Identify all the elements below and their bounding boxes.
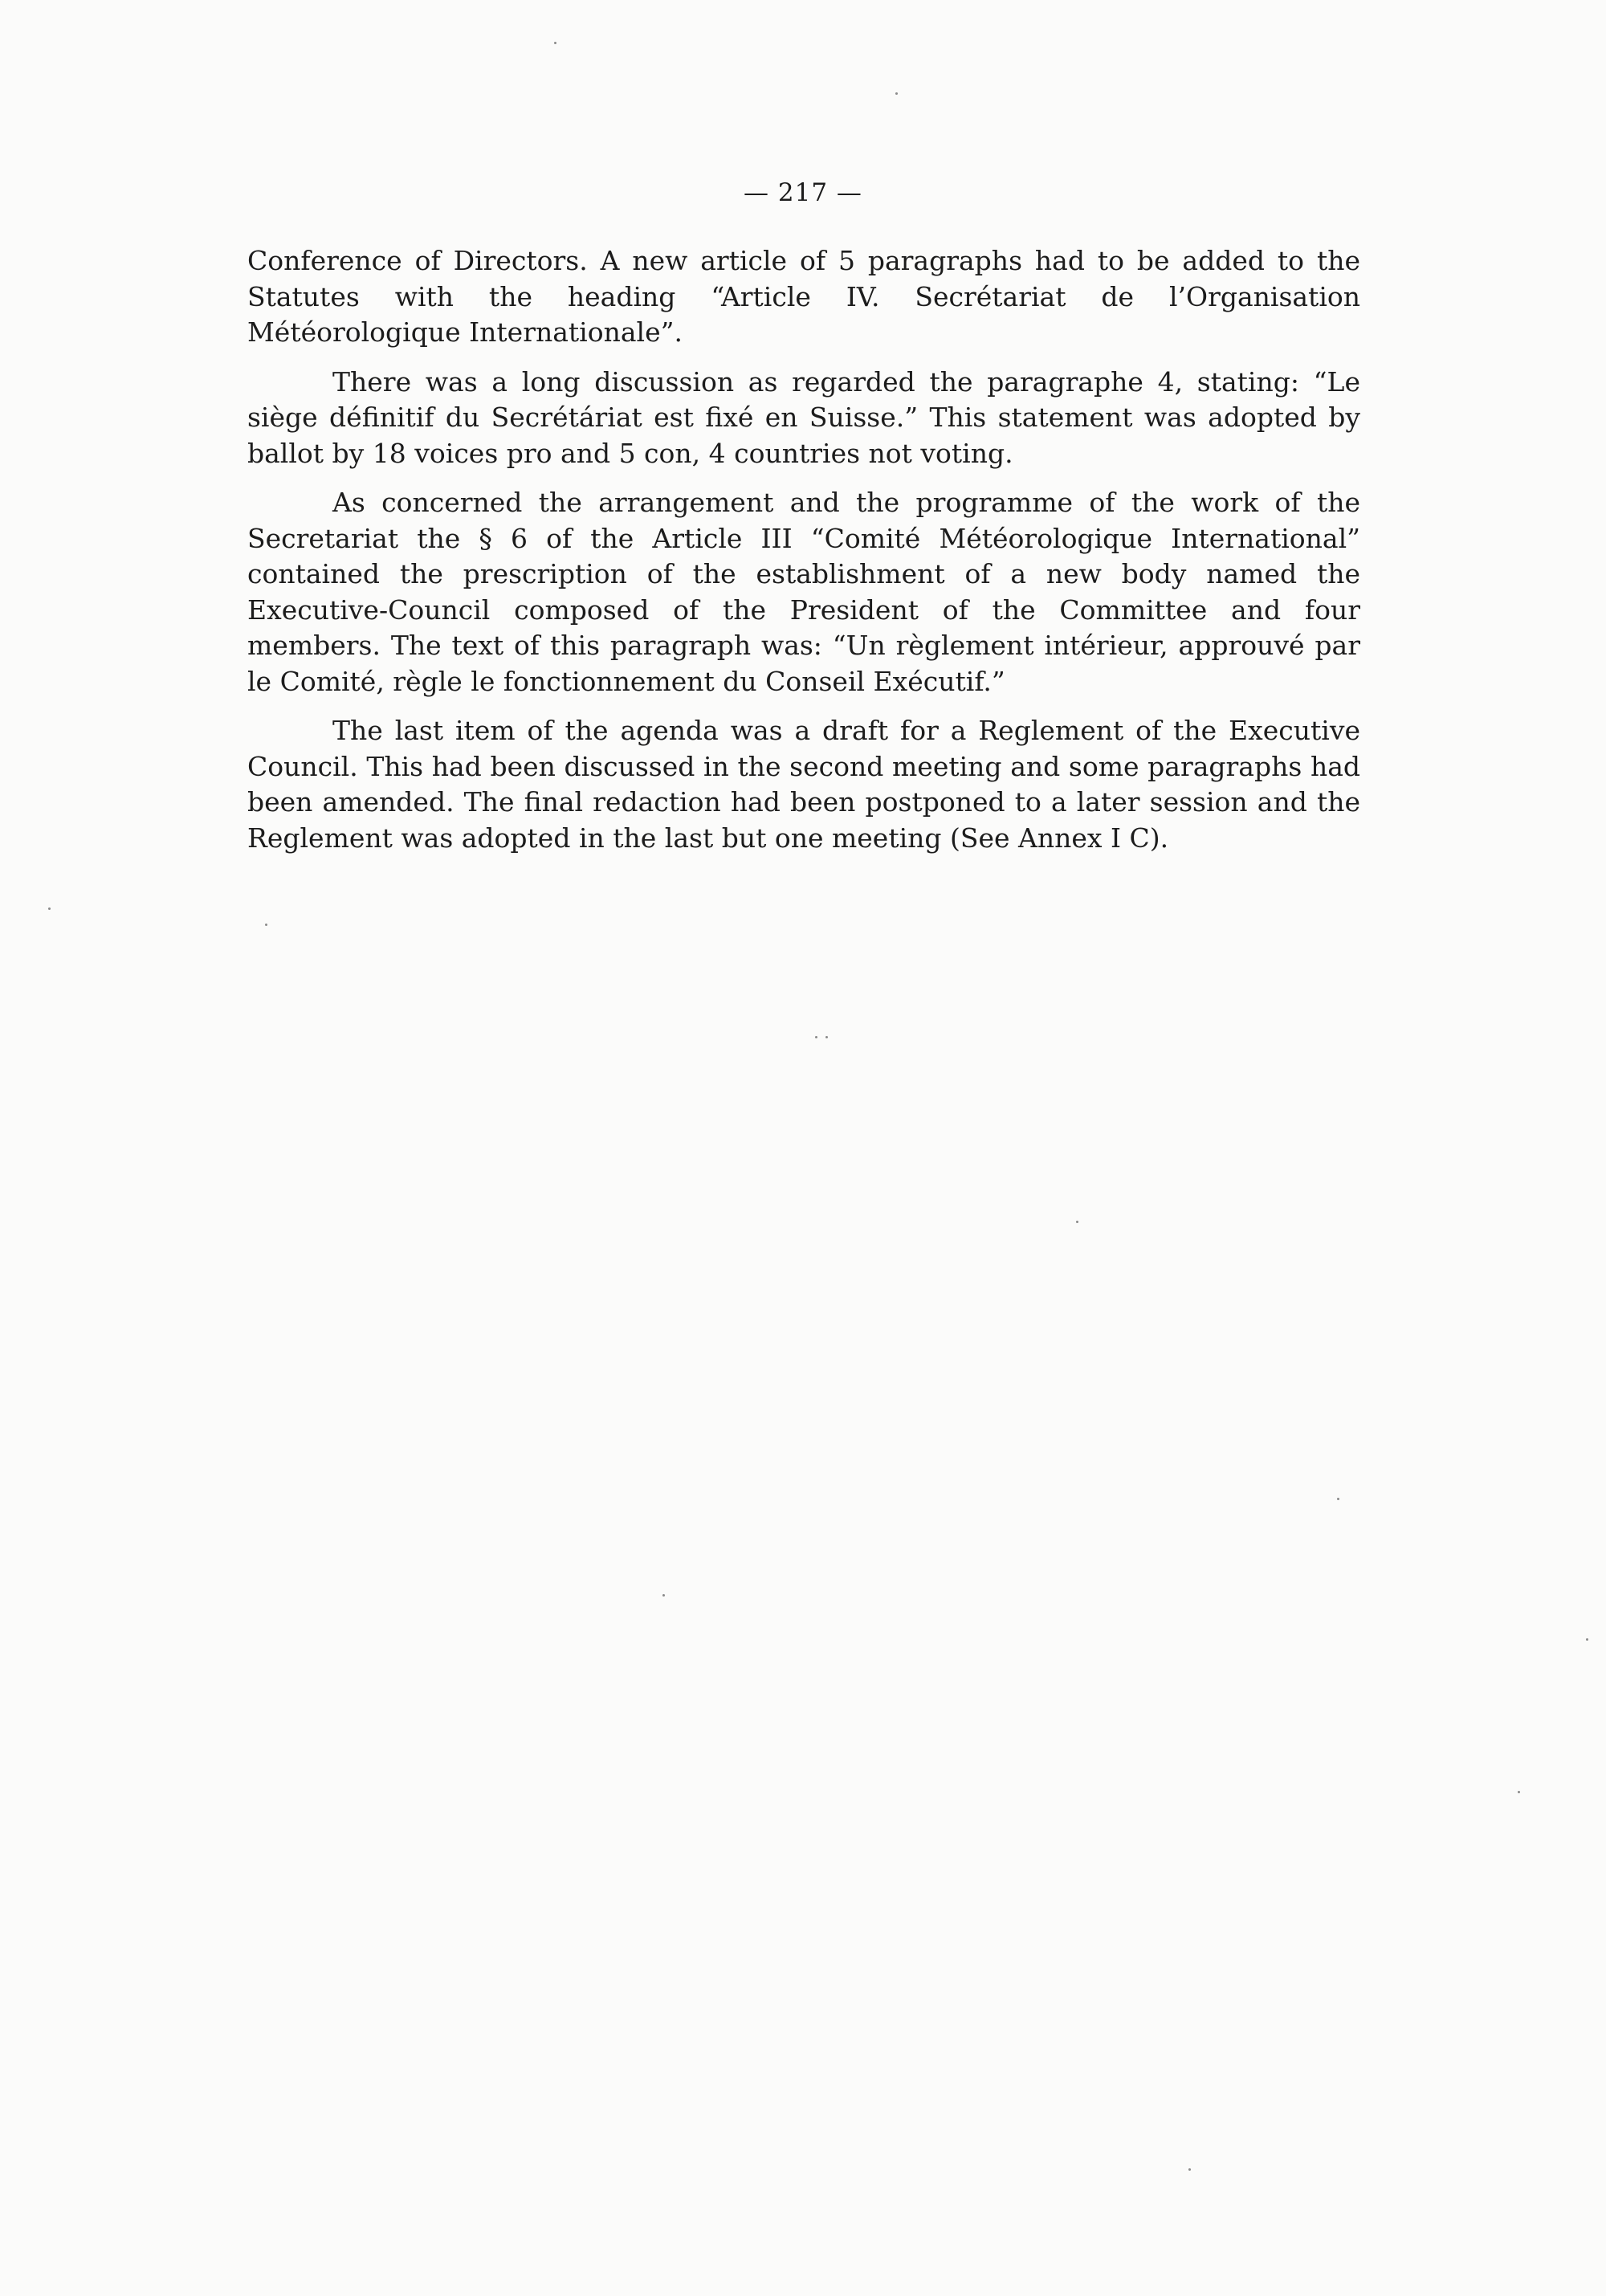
page-number: — 217 —: [744, 178, 862, 207]
scan-speck: [265, 924, 267, 926]
scan-speck: [48, 907, 51, 910]
scan-speck: [825, 1036, 828, 1038]
scan-speck: [662, 1594, 665, 1597]
scan-speck: [1337, 1498, 1339, 1500]
scan-speck: [1586, 1638, 1588, 1641]
scan-speck: [1076, 1221, 1078, 1223]
paragraph-2: There was a long discussion as regarded the paragraphe 4, stating: “Le siège définitif du Secrétáriat est fixé en Suisse.” This statement was adopted by ballot by 18 voices pro and 5 con, 4 countries not voting.: [247, 365, 1360, 469]
scan-speck: [815, 1036, 817, 1038]
paragraph-1: Conference of Directors. A new article of 5 paragraphs had to be added to the Statutes with the heading “Article IV. Secrétariat de l’Organisation Météorologique Internationale”.: [247, 245, 1360, 348]
paragraph-4: The last item of the agenda was a draft for a Reglement of the Executive Council. This had been discussed in the second meeting and some paragraphs had been amended. The final redaction had been postponed to a later session and the Reglement was adopted in the last but one meeting (See Annex I C).: [247, 715, 1360, 854]
scan-speck: [1188, 2168, 1191, 2171]
paragraph-3: As concerned the arrangement and the programme of the work of the Secretariat the § 6 of the Article III “Comité Météorologique International” contained the prescription of the establishment of a new body named the Executive-Council composed of the President of the Committee and four members. The text of this paragraph was: “Un règlement intérieur, approuvé par le Comité, règle le fonctionnement du Conseil Exécutif.”: [247, 487, 1360, 697]
scan-speck: [895, 92, 898, 95]
body-text: [247, 243, 1360, 870]
scan-speck: [1518, 1791, 1520, 1793]
scan-speck: [554, 42, 556, 44]
